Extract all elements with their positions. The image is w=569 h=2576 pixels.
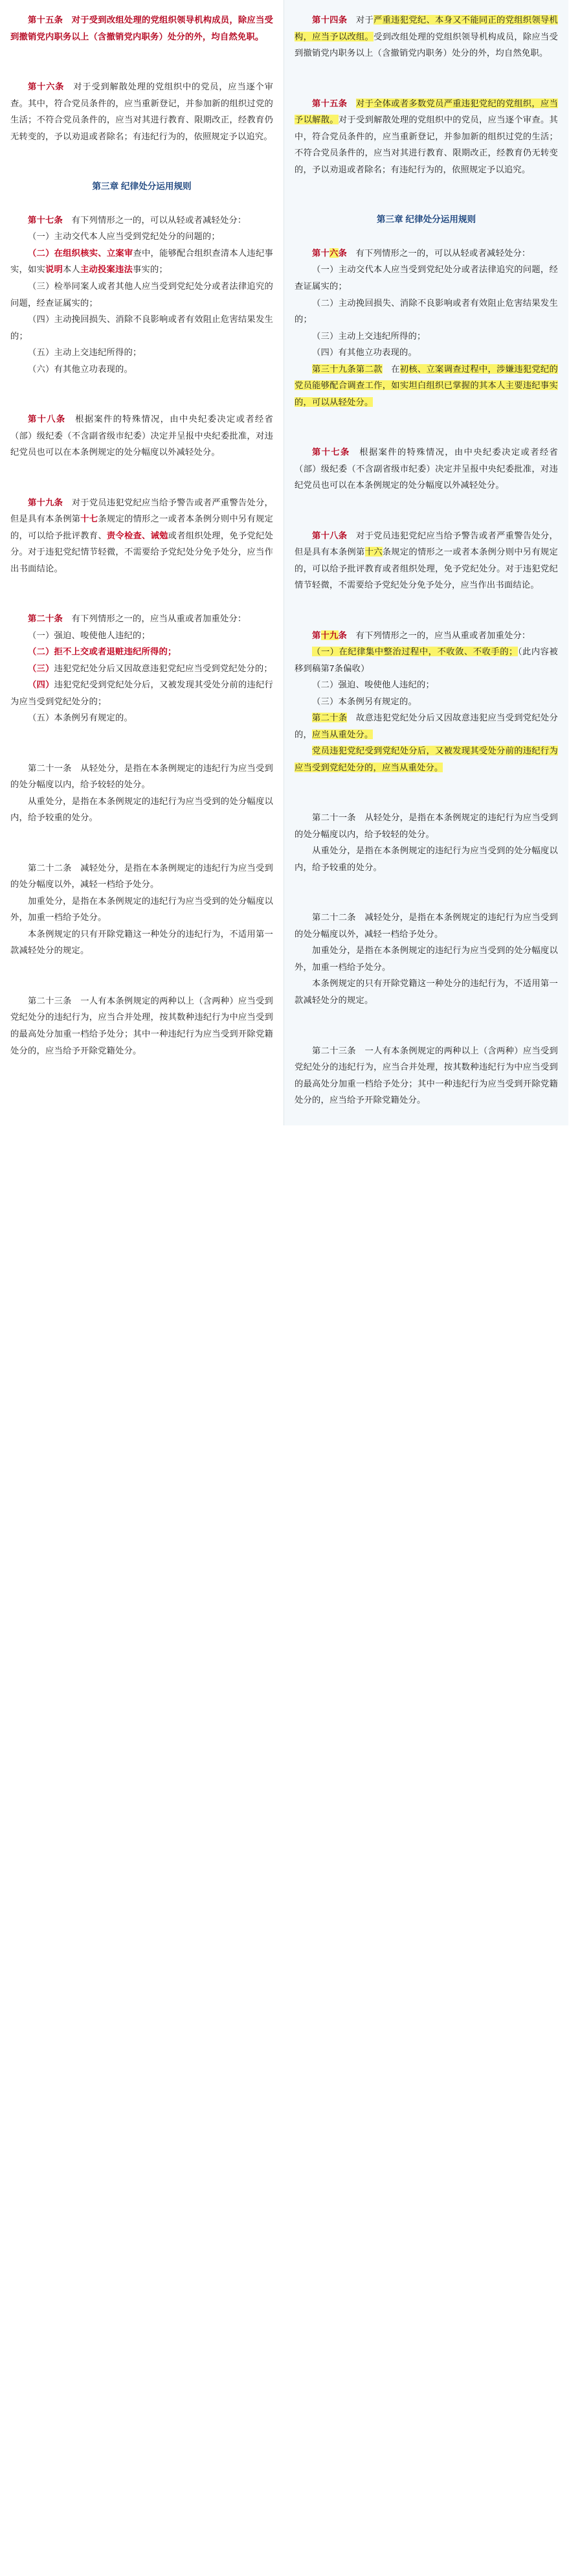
spacer (0, 377, 284, 394)
spacer (0, 843, 284, 860)
paragraph: 第二十二条 减轻处分，是指在本条例规定的违纪行为应当受到的处分幅度以外，减轻一档给予处分。 (10, 862, 273, 890)
paragraph: （四）有其他立功表现的。 (312, 347, 417, 358)
paragraph: 第二十条 有下列情形之一的，应当从重或者加重处分： (28, 614, 247, 624)
article-block-18-new (284, 527, 568, 593)
article-block-14-new (284, 12, 568, 62)
paragraph: 本条例规定的只有开除党籍这一种处分的违纪行为，不适用第一款减轻处分的规定。 (10, 928, 273, 956)
spacer (284, 194, 568, 211)
paragraph: （二）在组织核实、立案审查中，能够配合组织查清本人违纪事实，如实说明本人主动投案违法事实的； (10, 247, 274, 275)
paragraph: （三）违犯党纪处分后又因故意违犯党纪应当受到党纪处分的； (28, 663, 273, 673)
left-column-old-version (0, 0, 284, 1125)
paragraph: （一）在纪律集中整治过程中，不收敛、不收手的；（此内容被移到稿第7条偏收） (295, 647, 558, 673)
paragraph (10, 12, 273, 45)
paragraph: 党员违犯党纪受到党纪处分后，又被发现其受处分前的违纪行为应当受到党纪处分的，应当从重处分。 (295, 746, 558, 772)
paragraph: 第二十一条 从轻处分，是指在本条例规定的违纪行为应当受到的处分幅度以内，给予较轻的处分。 (10, 763, 273, 790)
paragraph: 第十六条 对于受到解散处理的党组织中的党员，应当逐个审查。其中，符合党员条件的，应当重新登记，并参加新的组织过党的生活；不符合党员条件的，应当对其进行教育、限期改正，经教育仍无转变的，予以劝退或者除名；有违纪行为的，依照规定予以追究。 (10, 82, 273, 141)
paragraph: 从重处分，是指在本条例规定的违纪行为应当受到的处分幅度以内，给予较重的处分。 (10, 796, 273, 823)
paragraph: （三）本条例另有规定的。 (312, 696, 417, 706)
paragraph: 第十七条 有下列情形之一的，可以从轻或者减轻处分： (28, 214, 247, 225)
paragraph: （四）违犯党纪受到党纪处分后，又被发现其受处分前的违纪行为应当受到党纪处分的； (10, 680, 274, 706)
paragraph: （五）主动上交违纪所得的； (28, 347, 142, 358)
spacer (284, 892, 568, 909)
spacer (0, 195, 284, 212)
spacer (284, 228, 568, 245)
paragraph: 第十九条 对于党员违犯党纪应当给予警告或者严重警告处分，但是具有本条例第十七条规定的情形之一或者本条例分则中另有规定的，可以给予批评教育、责令检查、诫勉或者组织处理，免予党纪处分。对于违犯党纪情节轻微，不需要给予党纪处分免予处分，应当作出书面结论。 (10, 497, 274, 573)
paragraph: （二）拒不上交或者退赃违纪所得的； (28, 647, 177, 657)
spacer (0, 1059, 284, 1075)
paragraph: 第二十三条 一人有本条例规定的两种以上（含两种）应当受到党纪处分的违纪行为，应当合并处理，按其数种违纪行为中应当受到的最高处分加重一档给予处分；其中一种违纪行为应当受到开除党籍处分的，应当给予开除党籍处分。 (295, 1045, 558, 1105)
paragraph: 第二十一条 从轻处分，是指在本条例规定的违纪行为应当受到的处分幅度以内，给予较轻的处分。 (295, 812, 558, 839)
article-block-18-old (0, 411, 284, 461)
article-block-20-old (0, 610, 284, 726)
paragraph: 第十七条 根据案件的特殊情况，由中央纪委决定或者经省（部）级纪委（不含副省级市纪委）决定并呈报中央纪委批准，对违纪党员也可以在本条例规定的处分幅度以外减轻处分。 (295, 447, 558, 490)
spacer (284, 593, 568, 610)
paragraph: （二）主动挽回损失、消除不良影响或者有效阻止危害结果发生的； (295, 297, 558, 325)
spacer (284, 511, 568, 527)
spacer (0, 593, 284, 610)
article-block-21-old (0, 760, 284, 826)
article-block-17-old (0, 212, 284, 377)
article-block-19-new (284, 627, 568, 776)
article-block-16-new (284, 245, 568, 410)
chapter-title: 第三章 纪律处分运用规则 (376, 214, 476, 225)
spacer (284, 1026, 568, 1042)
spacer (284, 62, 568, 78)
spacer (284, 410, 568, 427)
spacer (0, 577, 284, 593)
paragraph: （四）主动挽回损失、消除不良影响或者有效阻止危害结果发生的； (10, 314, 273, 341)
spacer (284, 610, 568, 627)
paragraph: 第十八条 对于党员违犯党纪应当给予警告或者严重警告处分，但是具有本条例第十六条规定的情形之一或者本条例分则中另有规定的，可以给予批评教育或者组织处理，免予党纪处分。对于违犯党纪情节轻微，不需要给予党纪处分免予处分，应当作出书面结论。 (295, 530, 559, 590)
spacer (284, 1009, 568, 1026)
spacer (0, 394, 284, 411)
article-block-15-new (284, 95, 568, 178)
spacer (284, 427, 568, 444)
chapter-heading-right (284, 211, 568, 228)
spacer (0, 161, 284, 178)
paragraph: 本条例规定的只有开除党籍这一种处分的违纪行为，不适用第一款减轻处分的规定。 (295, 978, 558, 1005)
spacer (0, 461, 284, 477)
spacer (284, 494, 568, 511)
article-block-22-old (0, 860, 284, 959)
chapter-heading-left (0, 178, 284, 195)
spacer (0, 144, 284, 161)
paragraph: （一）主动交代本人应当受到党纪处分的问题的； (28, 231, 220, 242)
chapter-title: 第三章 纪律处分运用规则 (92, 181, 192, 192)
article-block-16-old (0, 78, 284, 144)
spacer (284, 776, 568, 792)
article-block-15-old (0, 12, 284, 45)
spacer (284, 1109, 568, 1125)
spacer (0, 45, 284, 62)
paragraph: 第十八条 根据案件的特殊情况，由中央纪委决定或者经省（部）级纪委（不含副省级市纪委）决定并呈报中央纪委批准，对违纪党员也可以在本条例规定的处分幅度以外减轻处分。 (10, 414, 273, 457)
paragraph: 第十五条 对于全体或者多数党员严重违犯党纪的党组织，应当予以解散。对于受到解散处理的党组织中的党员，应当逐个审查。其中，符合党员条件的，应当重新登记，并参加新的组织过党的生活；不符合党员条件的，应当对其进行教育、限期改正，经教育仍无转变的，予以劝退或者除名；有违纪行为的，依照规定予以追究。 (295, 98, 559, 174)
article-block-17-new (284, 444, 568, 494)
paragraph: （三）检举同案人或者其他人应当受到党纪处分或者法律追究的问题，经查证属实的； (10, 281, 273, 308)
paragraph: 从重处分，是指在本条例规定的违纪行为应当受到的处分幅度以内，给予较重的处分。 (295, 845, 558, 872)
comparison-document (0, 0, 569, 1125)
paragraph: 第十九条 有下列情形之一的，应当从重或者加重处分： (312, 630, 531, 640)
spacer (0, 826, 284, 843)
paragraph: 第十四条 对于严重违犯党纪、本身又不能同正的党组织领导机构，应当予以改组。受到改组处理的党组织领导机构成员，除应当受到撤销党内职务以上（含撤销党内职务）处分的外，均自然免职。 (295, 15, 558, 58)
paragraph: 加重处分，是指在本条例规定的违纪行为应当受到的处分幅度以外，加重一档给予处分。 (10, 895, 273, 923)
paragraph: 加重处分，是指在本条例规定的违纪行为应当受到的处分幅度以外，加重一档给予处分。 (295, 945, 558, 972)
paragraph: 第二十条 故意违犯党纪处分后又因故意违犯应当受到党纪处分的，应当从重处分。 (295, 713, 558, 739)
paragraph: （三）主动上交违纪所得的； (312, 330, 426, 341)
spacer (0, 726, 284, 743)
spacer (0, 743, 284, 760)
article-block-23-new (284, 1042, 568, 1109)
paragraph: （六）有其他立功表现的。 (28, 363, 133, 374)
spacer (284, 792, 568, 809)
right-column-new-version (284, 0, 568, 1125)
paragraph: （五）本条例另有规定的。 (28, 713, 133, 723)
paragraph: （一）主动交代本人应当受到党纪处分或者法律追究的问题，经查证属实的； (295, 264, 558, 291)
article-block-19-old (0, 494, 284, 577)
spacer (0, 976, 284, 993)
paragraph: 第二十二条 减轻处分，是指在本条例规定的违纪行为应当受到的处分幅度以外，减轻一档给予处分。 (295, 912, 558, 939)
spacer (284, 78, 568, 95)
spacer (284, 178, 568, 194)
spacer (0, 62, 284, 78)
paragraph: （一）强迫、唆使他人违纪的； (28, 630, 150, 640)
paragraph: （二）强迫、唆使他人违纪的； (312, 680, 434, 690)
spacer (0, 959, 284, 976)
article-block-21-new (284, 809, 568, 875)
paragraph: 第十六条 有下列情形之一的，可以从轻或者减轻处分： (312, 247, 531, 258)
spacer (0, 477, 284, 494)
article-number: 第十五条 对于受到改组处理的党组织领导机构成员，除应当受到撤销党内职务以上（含撤销党内职务）处分的外，均自然免职。 (10, 15, 273, 41)
article-block-22-new (284, 909, 568, 1008)
spacer (284, 875, 568, 892)
paragraph: 第二十三条 一人有本条例规定的两种以上（含两种）应当受到党纪处分的违纪行为，应当合并处理，按其数种违纪行为中应当受到的最高处分加重一档给予处分；其中一种违纪行为应当受到开除党籍处分的，应当给予开除党籍处分。 (10, 995, 273, 1055)
article-block-23-old (0, 993, 284, 1059)
paragraph: 第三十九条第二款 在初核、立案调查过程中，涉嫌违犯党纪的党员能够配合调查工作，如实坦白组织已掌握的其本人主要违纪事实的，可以从轻处分。 (295, 363, 558, 407)
